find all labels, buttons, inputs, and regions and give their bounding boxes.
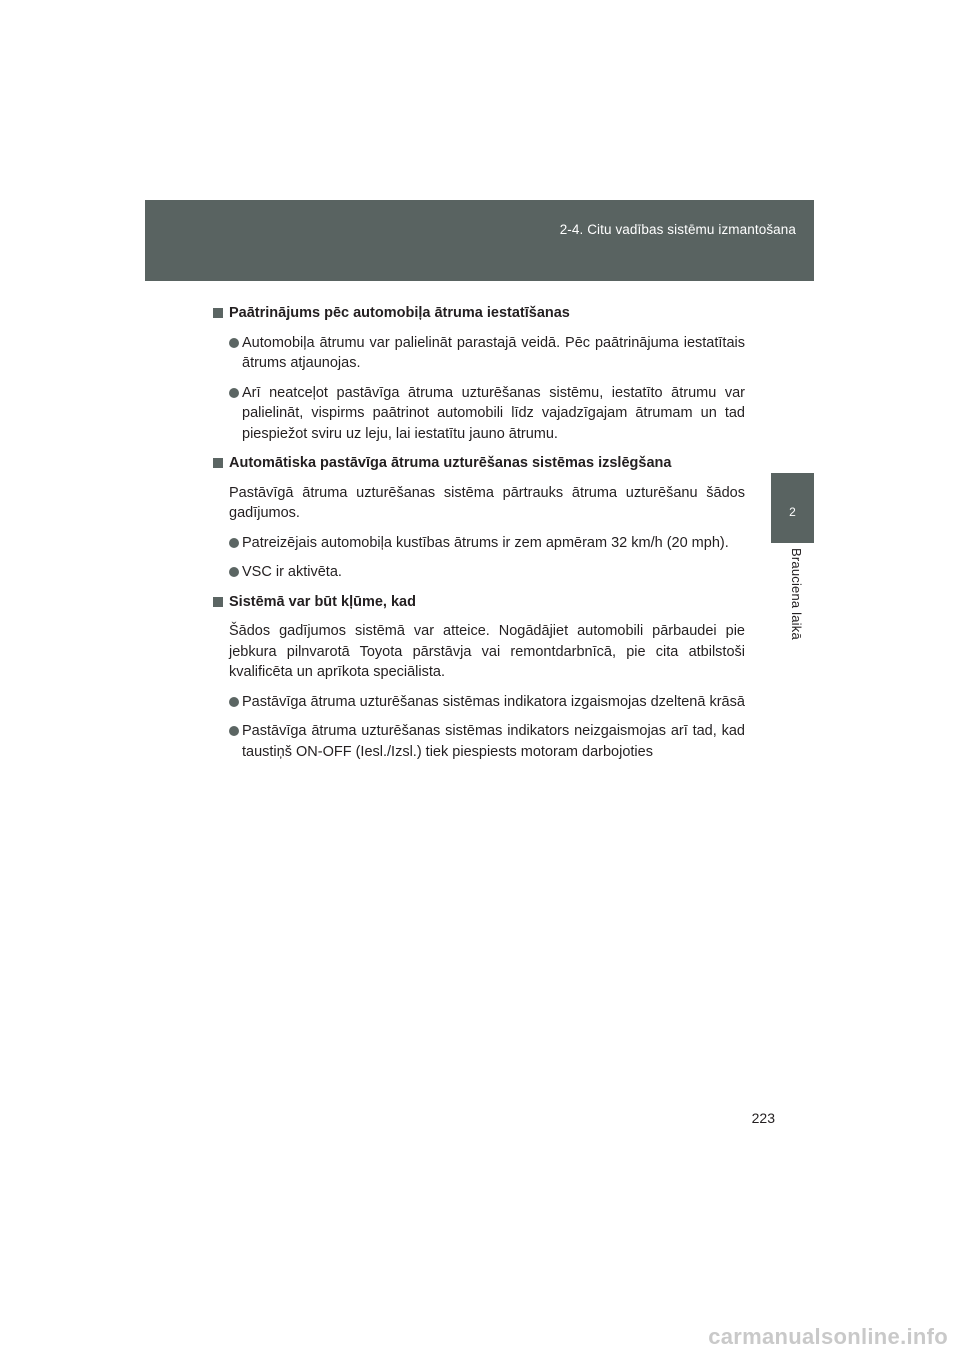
paragraph: Šādos gadījumos sistēmā var atteice. Nogādājiet automobili pārbaudei pie jebkura pilnvarotā Toyota pārstāvja vai remontdarbnīcā, pie cita atbilstoši kvalificēta un aprīkota speciālista. [229, 623, 745, 680]
chapter-side-tab [771, 473, 814, 543]
list-item-text: Automobiļa ātrumu var palielināt parastajā veidā. Pēc paātrinājuma iestatītais ātrums atjaunojas. [242, 334, 745, 371]
chapter-header-band [145, 200, 814, 281]
section-heading-text: Sistēmā var būt kļūme, kad [229, 593, 416, 610]
square-bullet-icon [213, 597, 223, 607]
chapter-title: 2-4. Citu vadības sistēmu izmantošana [559, 222, 796, 237]
list-item [229, 692, 745, 713]
section-heading [213, 303, 745, 324]
chapter-side-label: Brauciena laikā [789, 548, 804, 640]
round-bullet-icon [229, 538, 239, 548]
list-item [229, 721, 745, 762]
square-bullet-icon [213, 458, 223, 468]
square-bullet-icon [213, 308, 223, 318]
list-item-text: Pastāvīga ātruma uzturēšanas sistēmas indikatora izgaismojas dzeltenā krāsā [242, 693, 745, 710]
round-bullet-icon [229, 567, 239, 577]
list-item [229, 383, 745, 445]
section-heading-text: Automātiska pastāvīga ātruma uzturēšanas sistēmas izslēgšana [229, 455, 672, 471]
page-number: 223 [751, 1110, 775, 1126]
round-bullet-icon [229, 338, 239, 348]
list-item-text: Patreizējais automobiļa kustības ātrums ir zem apmēram 32 km/h (20 mph). [242, 534, 729, 551]
list-item [229, 533, 745, 554]
round-bullet-icon [229, 726, 239, 736]
section-heading [213, 453, 745, 474]
paragraph: Pastāvīgā ātruma uzturēšanas sistēma pārtrauks ātruma uzturēšanu šādos gadījumos. [229, 484, 745, 521]
round-bullet-icon [229, 388, 239, 398]
list-item-text: Pastāvīga ātruma uzturēšanas sistēmas indikators neizgaismojas arī tad, kad taustiņš ON-OFF (Iesl./Izsl.) tiek piespiests motoram darbojoties [242, 723, 745, 760]
round-bullet-icon [229, 697, 239, 707]
section-heading-text: Paātrinājums pēc automobiļa ātruma iestatīšanas [229, 305, 570, 321]
watermark: carmanualsonline.info [708, 1324, 948, 1349]
chapter-number: 2 [789, 505, 796, 519]
section-heading [213, 592, 745, 613]
list-item-text: Arī neatceļot pastāvīga ātruma uzturēšanas sistēmu, iestatīto ātrumu var palielināt, vispirms paātrinot automobili līdz vajadzīgajam ātrumam un tad piespiežot sviru uz leju, lai iestatītu jauno ātrumu. [242, 384, 745, 442]
page-content [213, 303, 745, 771]
list-item [229, 562, 745, 583]
list-item-text: VSC ir aktivēta. [242, 564, 342, 580]
list-item [229, 333, 745, 374]
